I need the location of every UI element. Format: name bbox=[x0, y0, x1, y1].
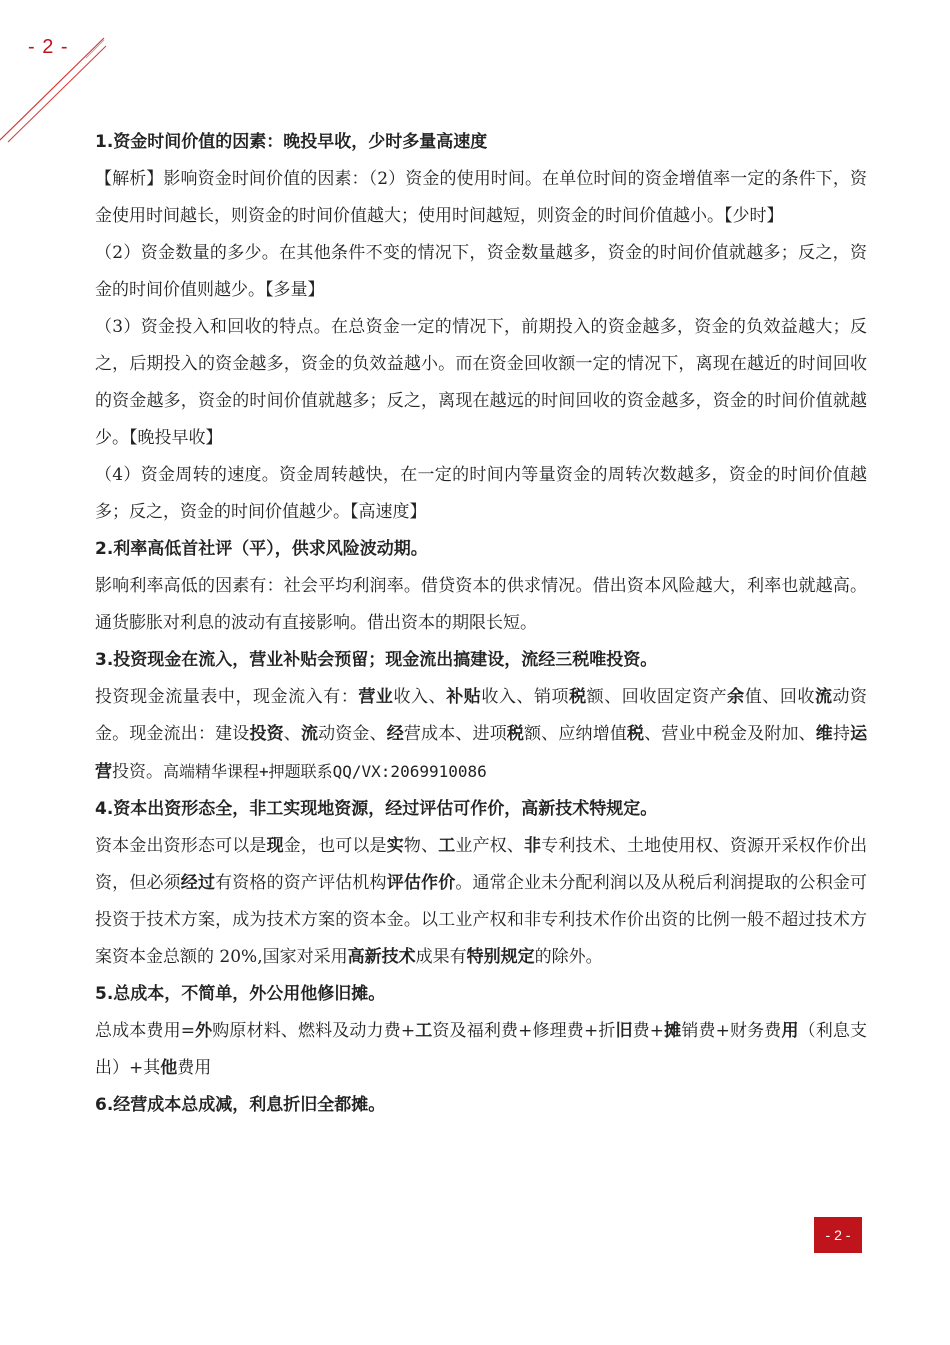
section-4-paragraph-1: 资本金出资形态可以是现金，也可以是实物、工业产权、非专利技术、土地使用权、资源开采权作价出资，但必须经过有资格的资产评估机构评估作价。通常企业未分配利润以及从税后利润提取的公积金可投资于技术方案，成为技术方案的资本金。以工业产权和非专利技术作价出资的比例一般不超过技术方案资本金总额的 20%,国家对采用高新技术成果有特别规定的除外。 bbox=[95, 836, 868, 967]
section-1-paragraph-1: 【解析】影响资金时间价值的因素：（2）资金的使用时间。在单位时间的资金增值率一定的条件下，资金使用时间越长，则资金的时间价值越大；使用时间越短，则资金的时间价值越小。【少时】 bbox=[95, 169, 867, 226]
page-number-bottom: - 2 - bbox=[814, 1217, 862, 1253]
page-number-top: - 2 - bbox=[28, 36, 69, 58]
section-6-title: 6.经营成本总成减，利息折旧全都摊。 bbox=[95, 1095, 386, 1115]
section-3-paragraph-1: 投资现金流量表中，现金流入有：营业收入、补贴收入、销项税额、回收固定资产余值、回收流动资金。现金流出：建设投资、流动资金、经营成本、进项税额、应纳增值税、营业中税金及附加、维持运营投资。高端精华课程+押题联系QQ/VX:2069910086 bbox=[95, 687, 868, 782]
section-3-title: 3.投资现金在流入，营业补贴会预留；现金流出搞建设，流经三税唯投资。 bbox=[95, 650, 658, 670]
promo-text: 高端精华课程+押题联系QQ/VX:2069910086 bbox=[163, 762, 487, 781]
section-5-paragraph-1: 总成本费用=外购原材料、燃料及动力费+工资及福利费+修理费+折旧费+摊销费+财务费用（利息支出）+其他费用 bbox=[95, 1021, 868, 1078]
section-5-title: 5.总成本，不简单，外公用他修旧摊。 bbox=[95, 984, 386, 1004]
section-2-title: 2.利率高低首社评（平），供求风险波动期。 bbox=[95, 539, 428, 559]
section-1-paragraph-2: （2）资金数量的多少。在其他条件不变的情况下，资金数量越多，资金的时间价值就越多；反之，资金的时间价值则越少。【多量】 bbox=[95, 243, 867, 300]
section-1-title: 1.资金时间价值的因素：晚投早收，少时多量高速度 bbox=[95, 132, 488, 152]
section-4-title: 4.资本出资形态全，非工实现地资源，经过评估可作价，高新技术特规定。 bbox=[95, 799, 658, 819]
section-1-paragraph-4: （4）资金周转的速度。资金周转越快，在一定的时间内等量资金的周转次数越多，资金的时间价值越多；反之，资金的时间价值越少。【高速度】 bbox=[95, 465, 867, 522]
document-body bbox=[95, 124, 867, 1124]
section-2-paragraph-1: 影响利率高低的因素有：社会平均利润率。借贷资本的供求情况。借出资本风险越大，利率也就越高。通货膨胀对利息的波动有直接影响。借出资本的期限长短。 bbox=[95, 576, 867, 633]
section-1-paragraph-3: （3）资金投入和回收的特点。在总资金一定的情况下，前期投入的资金越多，资金的负效益越大；反之，后期投入的资金越多，资金的负效益越小。而在资金回收额一定的情况下，离现在越近的时间回收的资金越多，资金的时间价值就越多；反之，离现在越远的时间回收的资金越多，资金的时间价值就越少。【晚投早收】 bbox=[95, 317, 867, 448]
